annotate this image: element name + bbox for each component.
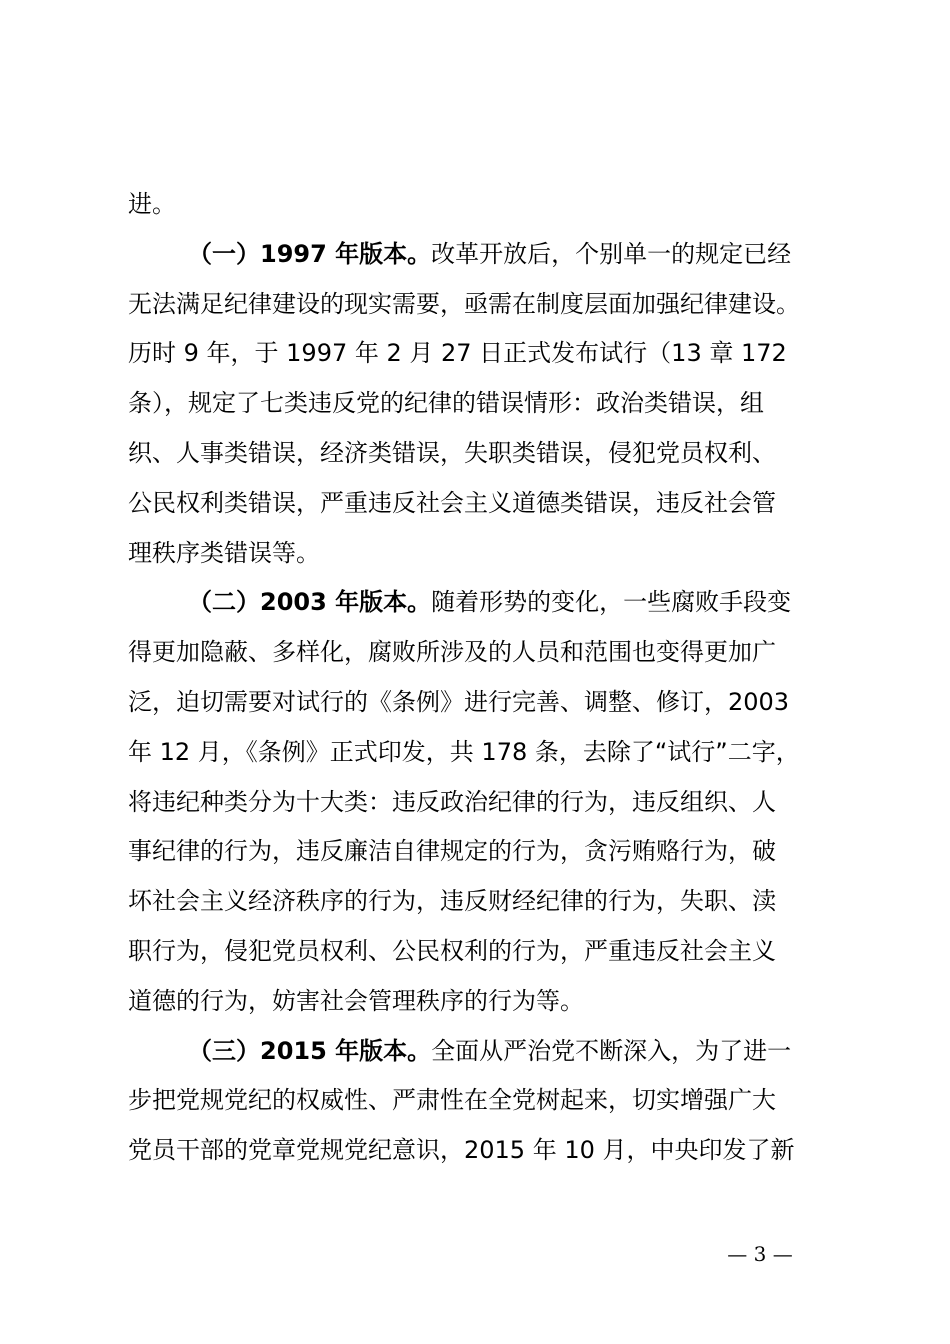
line-text: 公民权利类错误，严重违反社会主义道德类错误，违反社会管 [128,488,776,517]
body-text [128,180,838,1176]
line-text: 理秩序类错误等。 [128,538,320,567]
line-text: 无法满足纪律建设的现实需要，亟需在制度层面加强纪律建设。 [128,289,800,318]
line-text: 泛，迫切需要对试行的《条例》进行完善、调整、修订，2003 [128,687,790,716]
section-heading-line [128,1027,838,1077]
text-line [128,827,838,877]
text-line [128,429,838,479]
section-heading-2003: （二）2003 年版本。 [188,588,432,617]
text-line [128,529,838,579]
line-text: 党员干部的党章党规党纪意识，2015 年 10 月，中央印发了新 [128,1136,795,1165]
text-line [128,728,838,778]
text-line [128,927,838,977]
line-text: 将违纪种类分为十大类：违反政治纪律的行为，违反组织、人 [128,787,776,816]
line-text: 道德的行为，妨害社会管理秩序的行为等。 [128,986,584,1015]
line-text: 事纪律的行为，违反廉洁自律规定的行为，贪污贿赂行为，破 [128,837,776,866]
text-line [128,280,838,330]
text-line [128,778,838,828]
text-line [128,977,838,1027]
line-text: 历时 9 年，于 1997 年 2 月 27 日正式发布试行（13 章 172 [128,339,787,368]
section-heading-line [128,578,838,628]
line-text: 随着形势的变化，一些腐败手段变 [431,588,792,617]
section-heading-1997: （一）1997 年版本。 [188,239,432,268]
line-text: 步把党规党纪的权威性、严肃性在全党树起来，切实增强广大 [128,1086,776,1115]
line-text: 条），规定了七类违反党的纪律的错误情形：政治类错误，组 [128,389,764,418]
line-text: 改革开放后，个别单一的规定已经 [431,239,792,268]
text-line [128,628,838,678]
text-line [128,479,838,529]
page-number: — 3 — [727,1242,793,1266]
text-line [128,1126,838,1176]
line-text: 得更加隐蔽、多样化，腐败所涉及的人员和范围也变得更加广 [128,638,776,667]
text-line [128,1076,838,1126]
line-text: 职行为，侵犯党员权利、公民权利的行为，严重违反社会主义 [128,936,776,965]
text-line [128,379,838,429]
line-text: 织、人事类错误，经济类错误，失职类错误，侵犯党员权利、 [128,438,776,467]
section-heading-2015: （三）2015 年版本。 [188,1036,432,1065]
line-text: 坏社会主义经济秩序的行为，违反财经纪律的行为，失职、渎 [128,887,776,916]
text-line [128,678,838,728]
line-text: 进。 [128,190,176,218]
line-text: 全面从严治党不断深入，为了进一 [431,1036,792,1065]
text-line [128,329,838,379]
text-line [128,877,838,927]
section-heading-line [128,230,838,280]
text-line [128,180,838,230]
line-text: 年 12 月，《条例》正式印发，共 178 条，去除了“试行”二字， [128,737,800,766]
